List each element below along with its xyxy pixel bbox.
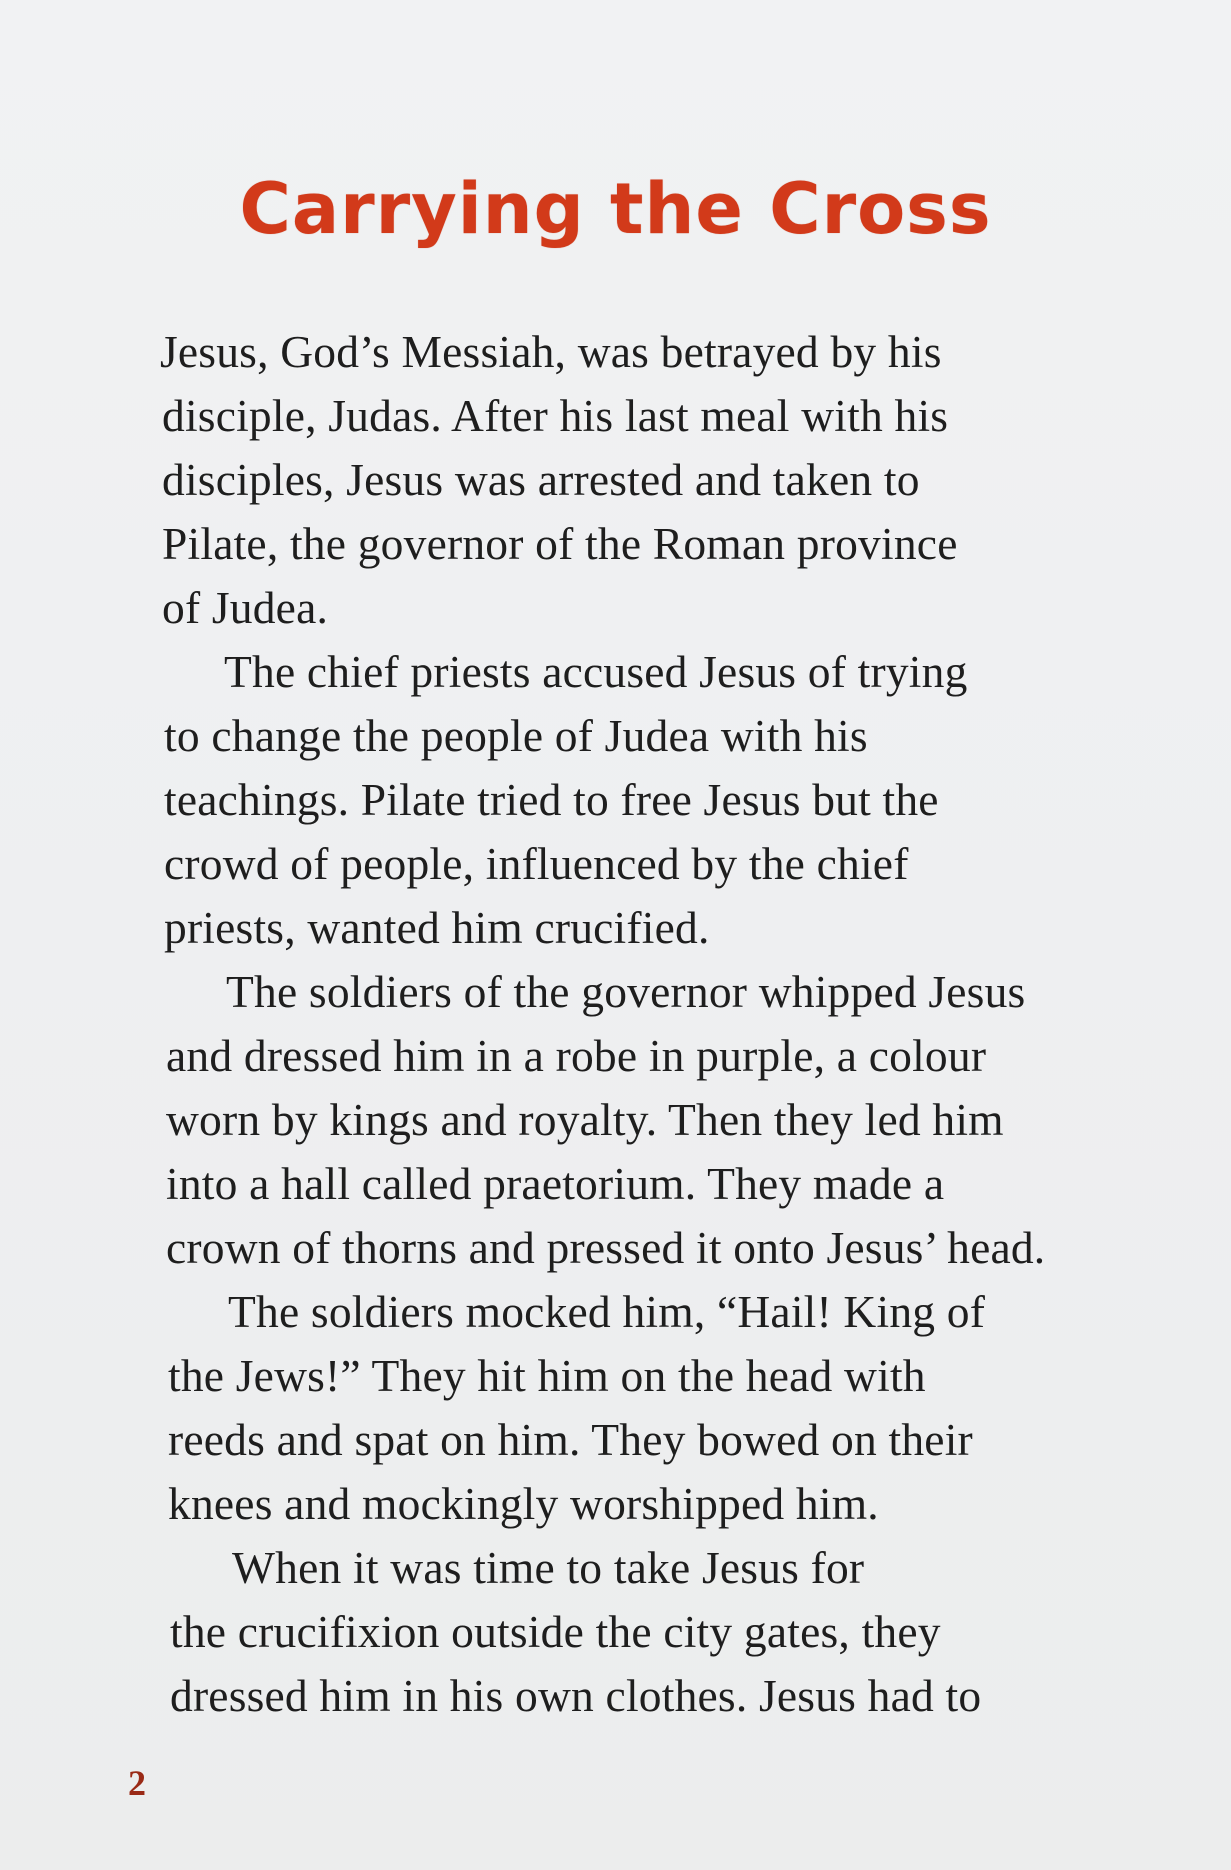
text-line: The soldiers mocked him, “Hail! King of xyxy=(228,1286,986,1337)
page-number: 2 xyxy=(128,1763,146,1803)
text-line: crowd of people, influenced by the chief xyxy=(164,838,909,889)
text-line: reeds and spat on him. They bowed on their xyxy=(168,1414,973,1465)
text-line: priests, wanted him crucified. xyxy=(164,902,710,953)
text-line: knees and mockingly worshipped him. xyxy=(168,1478,879,1529)
text-line: the crucifixion outside the city gates, they xyxy=(170,1606,941,1657)
text-line: the Jews!” They hit him on the head with xyxy=(168,1350,926,1401)
text-line: Jesus, God’s Messiah, was betrayed by his xyxy=(160,326,942,377)
text-line: of Judea. xyxy=(162,582,329,633)
text-line: crown of thorns and pressed it onto Jesus’ head. xyxy=(166,1222,1046,1273)
text-line: to change the people of Judea with his xyxy=(164,710,868,761)
page-title: Carrying the Cross xyxy=(239,168,992,250)
text-line: into a hall called praetorium. They made a xyxy=(166,1158,945,1209)
text-line: and dressed him in a robe in purple, a colour xyxy=(166,1030,987,1081)
text-line: disciple, Judas. After his last meal with his xyxy=(162,390,949,441)
text-line: Pilate, the governor of the Roman province xyxy=(162,518,958,569)
text-line: The chief priests accused Jesus of trying xyxy=(224,646,968,697)
text-line: When it was time to take Jesus for xyxy=(232,1542,865,1593)
text-line: The soldiers of the governor whipped Jesus xyxy=(226,966,1026,1017)
text-line: teachings. Pilate tried to free Jesus but the xyxy=(164,774,939,825)
text-line: dressed him in his own clothes. Jesus had to xyxy=(170,1670,982,1721)
text-line: worn by kings and royalty. Then they led him xyxy=(166,1094,1004,1145)
text-line: disciples, Jesus was arrested and taken to xyxy=(162,454,920,505)
